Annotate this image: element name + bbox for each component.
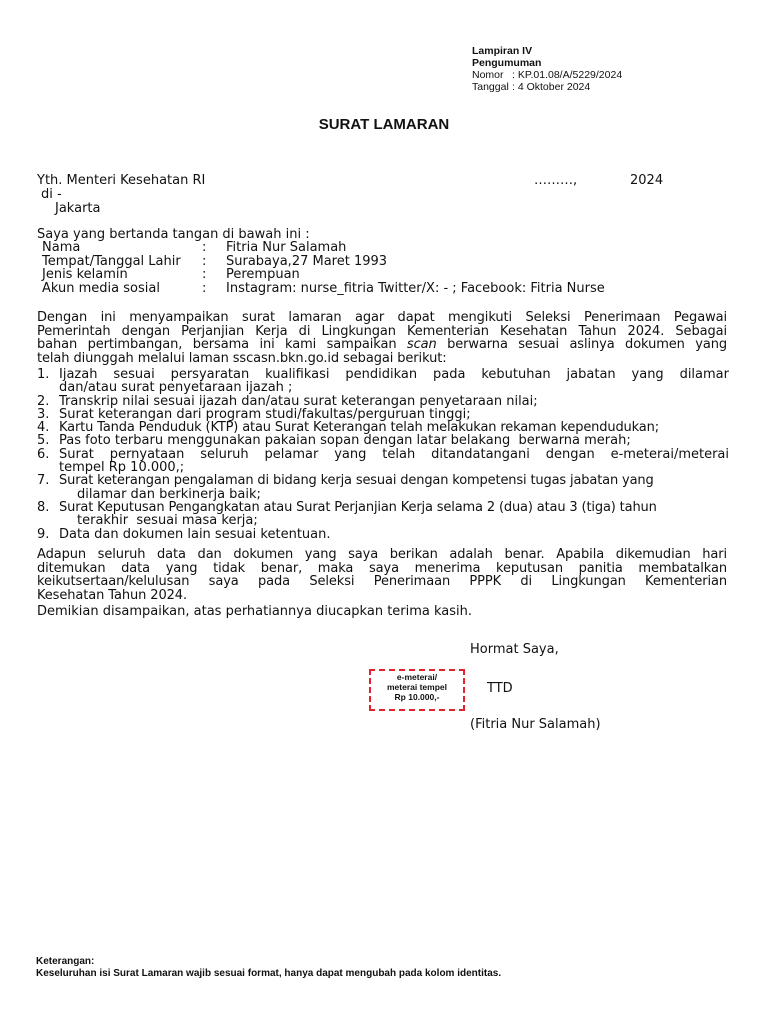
identity-row [42,241,605,255]
paragraph-line: Kesehatan Tahun 2024. [37,587,188,603]
identity-value: Fitria Nur Salamah [226,240,347,255]
scan-italic-text: scan [406,337,437,352]
declaration-paragraph [37,548,727,602]
list-number: 4. [37,420,50,436]
stamp-line: meterai tempel [387,682,447,692]
intro-text: Saya yang bertanda tangan di bawah ini : [37,227,310,242]
identity-row [42,282,605,296]
list-text-line: Ijazah sesuai persyaratan kualifikasi pendidikan pada kebutuhan jabatan yang dilamar [59,367,729,382]
list-text-line: Surat keterangan pengalaman di bidang kerja sesuai dengan kompetensi tugas jabatan yang [59,473,654,489]
recipient-line2: di - [41,187,62,202]
list-number: 7. [37,473,50,489]
identity-label: Akun media sosial [42,280,160,296]
identity-value: Surabaya,27 Maret 1993 [226,253,388,269]
list-number: 6. [37,446,50,462]
list-text-line: tempel Rp 10.000,; [59,460,185,476]
list-item [37,474,729,501]
identity-value: Perempuan [226,267,300,283]
list-item [37,434,729,447]
number-label: Nomor [472,69,504,81]
meterai-stamp-box [369,669,465,711]
page-title: SURAT LAMARAN [318,116,450,133]
list-number: 5. [37,433,50,449]
identity-colon: : [202,253,207,269]
signature-greeting: Hormat Saya, [470,642,559,657]
footnote-heading: Keterangan: [36,956,95,967]
paragraph-line [37,338,727,352]
list-text [59,368,729,395]
recipient-line1: Yth. Menteri Kesehatan RI [37,173,206,188]
identity-block [42,241,605,295]
paragraph-line: Pemerintah dengan Perjanjian Kerja di Lingkungan Kementerian Kesehatan Tahun 2024. Sebagai [37,323,727,339]
list-item [37,501,729,528]
closing-text: Demikian disampaikan, atas perhatiannya diucapkan terima kasih. [37,604,473,619]
number-value: : KP.01.08/A/5229/2024 [512,69,623,81]
signature-ttd: TTD [487,681,513,696]
list-item [37,421,729,434]
footnote [36,956,501,979]
list-number: 1. [37,367,50,382]
statement-paragraph [37,311,727,365]
list-text-line: terakhir sesuai masa kerja; [77,513,258,529]
announcement-label: Pengumuman [472,57,542,69]
list-item [37,395,729,408]
list-text: Pas foto terbaru menggunakan pakaian sopan dengan latar belakang berwarna merah; [59,433,631,449]
identity-colon: : [202,240,207,255]
identity-row [42,268,605,282]
date-row [472,81,622,93]
list-text-line: Surat pernyataan seluruh pelamar yang telah ditandatangani dengan e-meterai/meterai [59,446,729,462]
identity-colon: : [202,267,207,283]
list-item [37,448,729,475]
list-text: Surat keterangan dari program studi/fakultas/perguruan tinggi; [59,406,471,422]
list-text [59,448,729,475]
paragraph-text: bahan pertimbangan, bersama ini kami sampaikan [37,337,407,352]
date-label: Tanggal [472,81,509,93]
identity-row [42,255,605,269]
identity-label: Jenis kelamin [42,267,128,283]
letter-date-place: ………, [534,173,578,188]
list-number: 8. [37,499,50,515]
identity-label: Nama [42,240,81,255]
date-value: : 4 Oktober 2024 [512,81,591,93]
stamp-line: e-meterai/ [396,672,438,682]
list-number: 9. [37,526,50,542]
list-item [37,528,729,541]
identity-value: Instagram: nurse_fitria Twitter/X: - ; Facebook: Fitria Nurse [226,280,605,296]
list-text-line: Surat Keputusan Pengangkatan atau Surat Perjanjian Kerja selama 2 (dua) atau 3 (tiga) tahun [59,499,657,515]
list-text [59,474,729,501]
list-item [37,368,729,395]
identity-label: Tempat/Tanggal Lahir [42,253,181,269]
recipient-city: Jakarta [55,201,101,216]
paragraph-line: keikutsertaan/kelulusan saya pada Seleksi Penerimaan PPPK di Lingkungan Kementerian [37,574,727,589]
list-text-line: dan/atau surat penyetaraan ijazah ; [59,380,293,396]
list-text: Transkrip nilai sesuai ijazah dan/atau surat keterangan penyetaraan nilai; [59,393,538,409]
list-text: Kartu Tanda Penduduk (KTP) atau Surat Keterangan telah melakukan rekaman kependudukan; [59,420,659,436]
paragraph-line: ditemukan data yang tidak benar, maka saya menerima keputusan panitia membatalkan [37,560,727,576]
list-text-line: dilamar dan berkinerja baik; [77,486,261,502]
paragraph-line: Dengan ini menyampaikan surat lamaran agar dapat mengikuti Seleksi Penerimaan Pegawai [37,310,727,325]
number-row [472,69,622,81]
list-text [59,501,729,528]
paragraph-line: Adapun seluruh data dan dokumen yang saya berikan adalah benar. Apabila dikemudian hari [37,547,727,562]
stamp-line: Rp 10.000,- [394,692,440,702]
list-number: 3. [37,406,50,422]
attachment-header [472,45,622,93]
footnote-text: Keseluruhan isi Surat Lamaran wajib sesuai format, hanya dapat mengubah pada kolom identitas. [36,967,502,979]
list-item [37,408,729,421]
paragraph-text: berwarna sesuai aslinya dokumen yang [436,337,728,352]
letter-date-year: 2024 [630,173,664,188]
paragraph-line: telah diunggah melalui laman sscasn.bkn.go.id sebagai berikut: [37,350,447,366]
identity-colon: : [202,280,207,296]
signature-name: (Fitria Nur Salamah) [470,717,601,732]
list-number: 2. [37,393,50,409]
document-list [37,368,729,541]
attachment-label: Lampiran IV [472,45,533,57]
list-text: Data dan dokumen lain sesuai ketentuan. [59,526,331,542]
